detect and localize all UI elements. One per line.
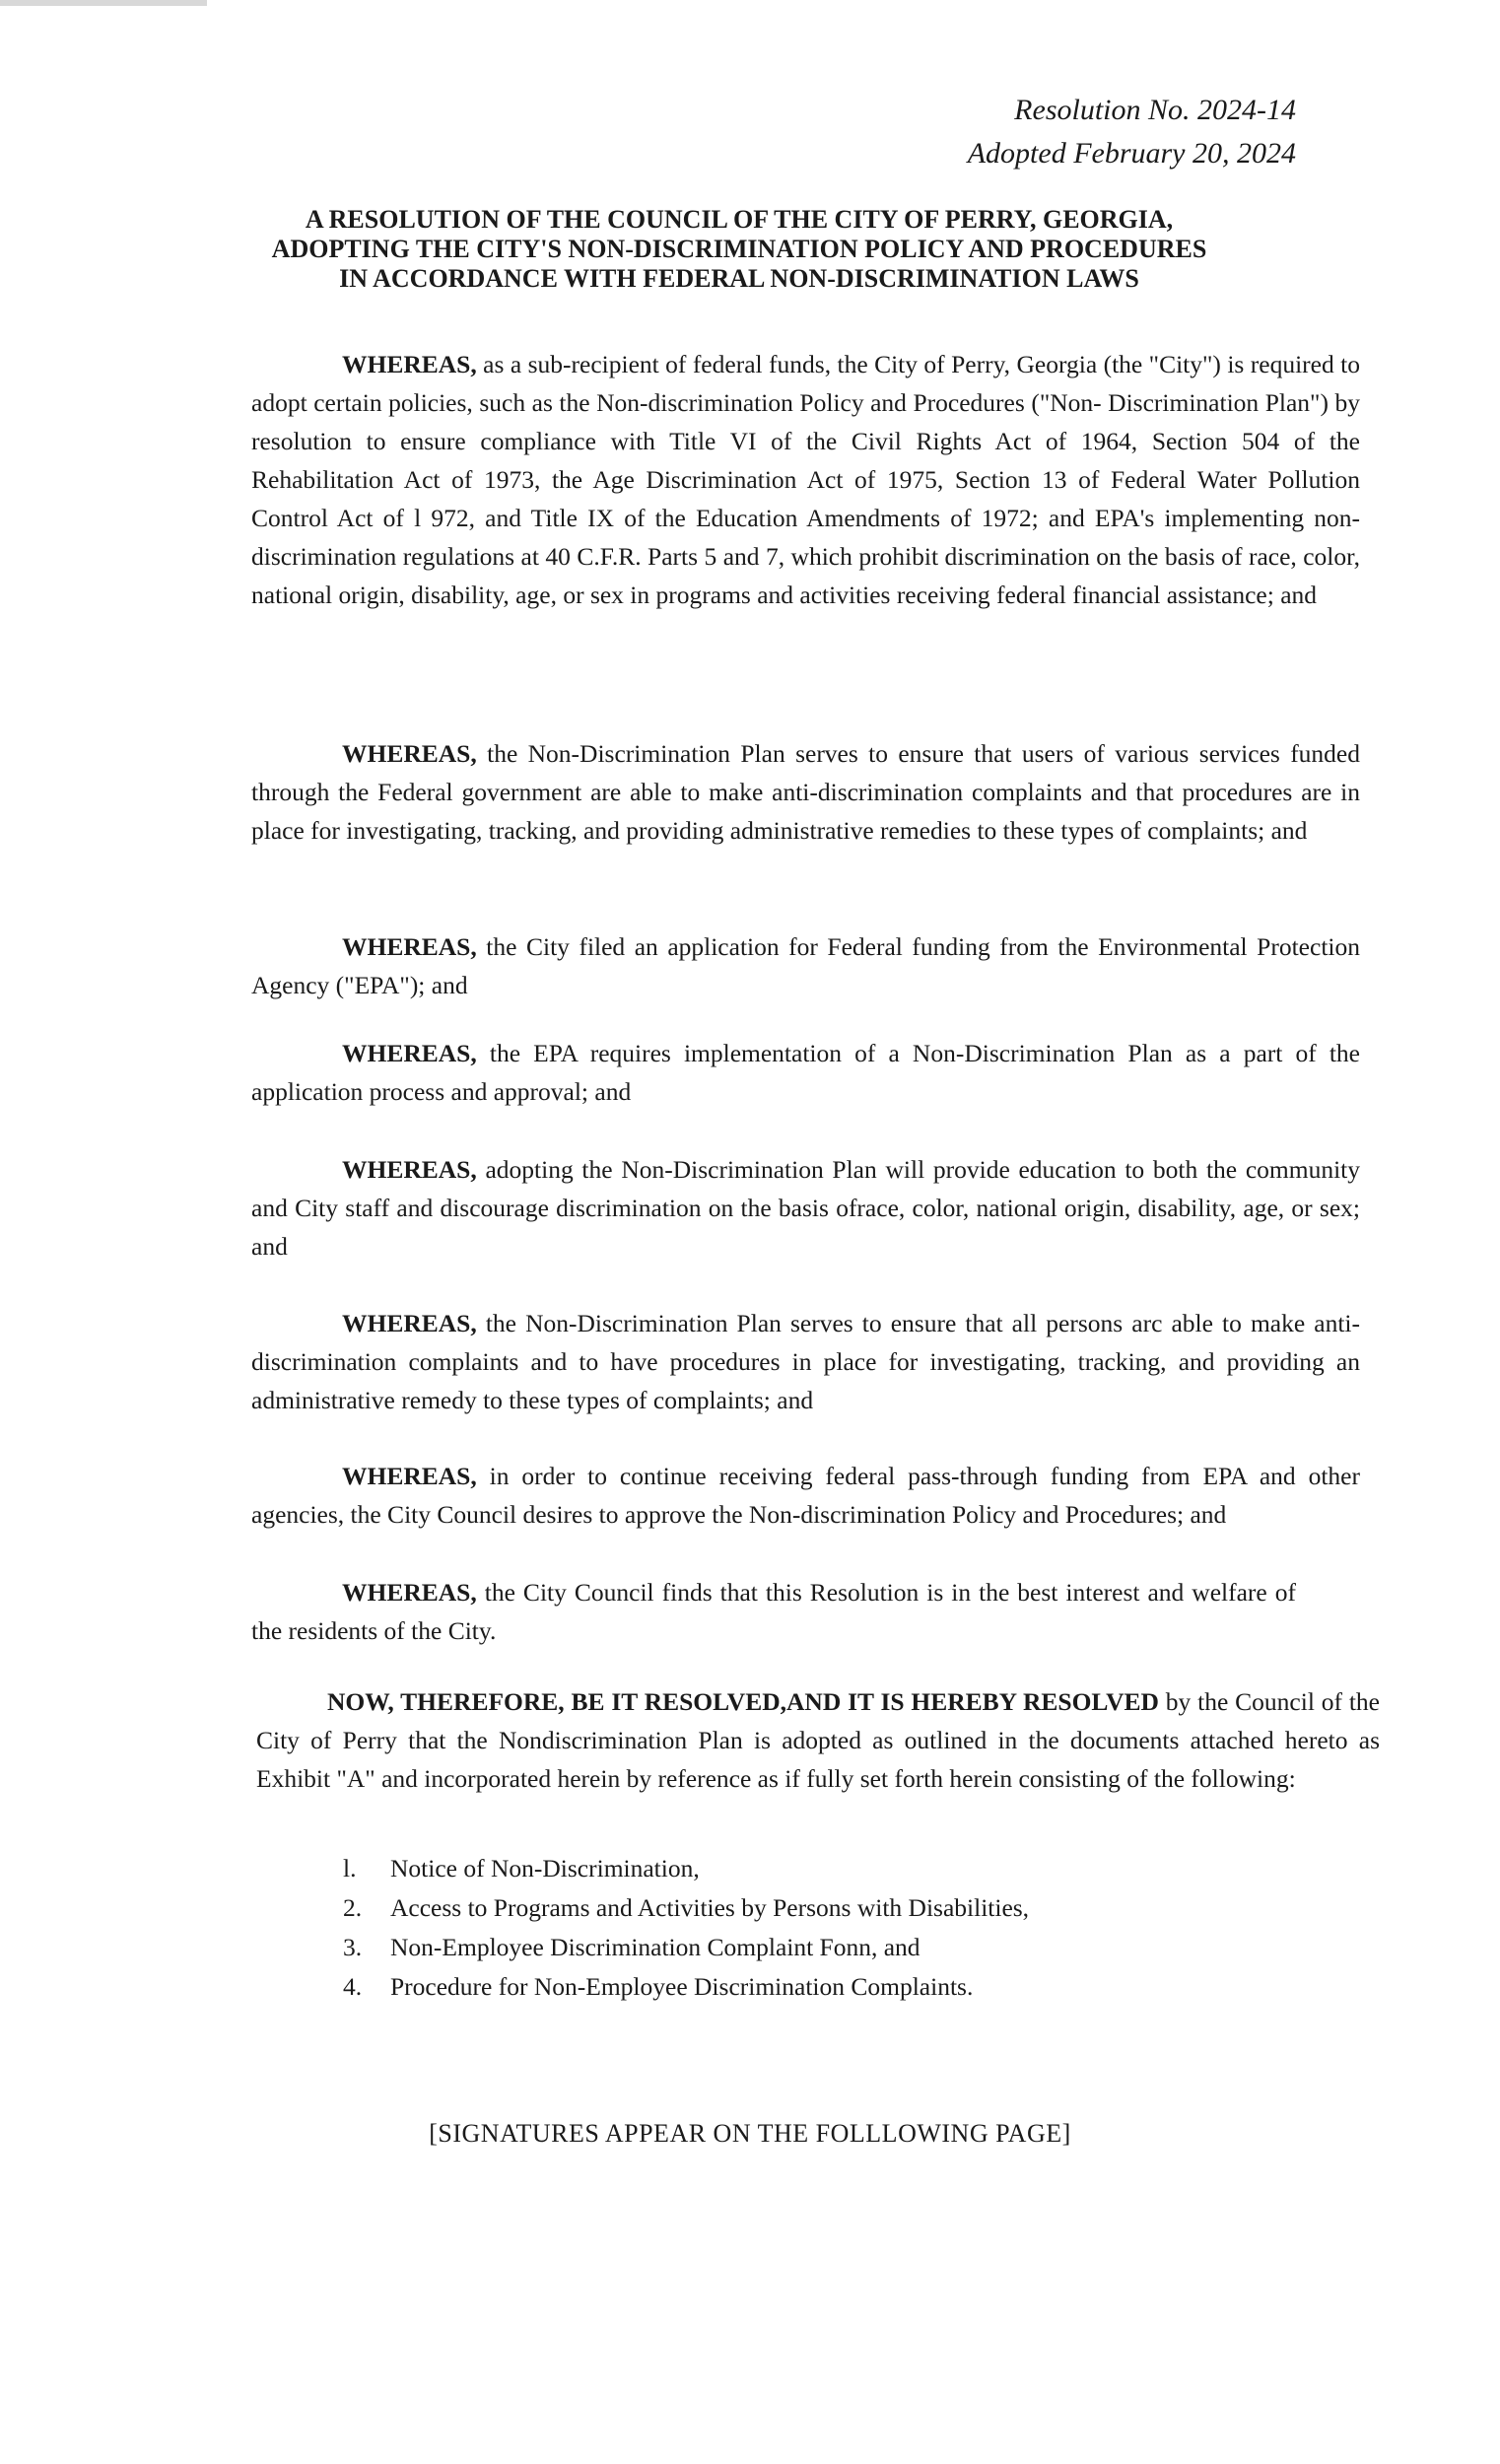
resolution-header xyxy=(968,89,1296,175)
title-line-2: ADOPTING THE CITY'S NON-DISCRIMINATION POLICY AND PROCEDURES xyxy=(271,235,1207,263)
whereas-text: adopting the Non-Discrimination Plan will provide education to both the community and City staff and discourage discrimination on the basis ofrace, color, national origin, disability, age, or sex; and xyxy=(251,1155,1360,1261)
whereas-text: as a sub-recipient of federal funds, the City of Perry, Georgia (the "City") is required to adopt certain policies, such as the Non-discrimination Policy and Procedures ("Non- Discrimination Plan") by resolution to ensure compliance with Title VI of the Civil Rights Act of 1964, Section 504 of the Rehabilitation Act of 1973, the Age Discrimination Act of 1975, Section 13 of Federal Water Pollution Control Act of l 972, and Title IX of the Education Amendments of 1972; and EPA's implementing non-discrimination regulations at 40 C.F.R. Parts 5 and 7, which prohibit discrimination on the basis of race, color, national origin, disability, age, or sex in programs and activities receiving federal financial assistance; and xyxy=(251,350,1360,609)
list-item xyxy=(343,1888,1029,1928)
list-item-number: l. xyxy=(343,1854,357,1882)
whereas-text: the EPA requires implementation of a Non-Discrimination Plan as a part of the application process and approval; and xyxy=(251,1039,1360,1106)
scan-artifact xyxy=(0,0,207,6)
list-item-number: 4. xyxy=(343,1972,363,2001)
whereas-lead: WHEREAS, xyxy=(342,932,477,961)
signatures-note: [SIGNATURES APPEAR ON THE FOLLLOWING PAGE] xyxy=(429,2119,1071,2148)
resolved-paragraph xyxy=(256,1682,1380,1798)
whereas-text: in order to continue receiving federal pass-through funding from EPA and other agencies, the City Council desires to approve the Non-discrimination Policy and Procedures; and xyxy=(251,1462,1360,1529)
list-item-text: Non-Employee Discrimination Complaint Fonn, and xyxy=(390,1933,920,1961)
list-item-text: Notice of Non-Discrimination, xyxy=(390,1854,700,1882)
whereas-paragraph-5 xyxy=(251,1150,1360,1266)
whereas-paragraph-3 xyxy=(251,927,1360,1004)
whereas-lead: WHEREAS, xyxy=(342,1039,477,1067)
resolution-number: Resolution No. 2024-14 xyxy=(1014,94,1296,126)
title-line-1: A RESOLUTION OF THE COUNCIL OF THE CITY OF PERRY, GEORGIA, xyxy=(305,205,1174,234)
whereas-paragraph-1 xyxy=(251,345,1360,614)
whereas-paragraph-4 xyxy=(251,1034,1360,1111)
whereas-lead: WHEREAS, xyxy=(342,1578,477,1607)
whereas-lead: WHEREAS, xyxy=(342,1155,477,1184)
whereas-paragraph-7 xyxy=(251,1457,1360,1534)
whereas-lead: WHEREAS, xyxy=(342,1309,477,1337)
whereas-text: the Non-Discrimination Plan serves to ensure that all persons arc able to make anti-discrimination complaints and to have procedures in place for investigating, tracking, and providing an administrative remedy to these types of complaints; and xyxy=(251,1309,1360,1414)
list-item xyxy=(343,1967,1029,2007)
resolution-title xyxy=(187,205,1291,294)
whereas-text: the City Council finds that this Resolution is in the best interest and welfare of the residents of the City. xyxy=(251,1578,1296,1645)
list-item-number: 3. xyxy=(343,1933,363,1961)
list-item xyxy=(343,1849,1029,1888)
whereas-paragraph-8 xyxy=(251,1573,1296,1650)
whereas-text: the Non-Discrimination Plan serves to ensure that users of various services funded through the Federal government are able to make anti-discrimination complaints and that procedures are in place for investigating, tracking, and providing administrative remedies to these types of complaints; and xyxy=(251,739,1360,845)
list-item-text: Procedure for Non-Employee Discrimination Complaints. xyxy=(390,1972,974,2001)
resolved-text: by the Council of the City of Perry that the Nondiscrimination Plan is adopted as outlined in the documents attached hereto as Exhibit "A" and incorporated herein by reference as if fully set forth herein consisting of the following: xyxy=(256,1687,1381,1793)
whereas-lead: WHEREAS, xyxy=(342,1462,477,1490)
adoption-date: Adopted February 20, 2024 xyxy=(967,137,1296,170)
list-item-number: 2. xyxy=(343,1893,363,1922)
title-line-3: IN ACCORDANCE WITH FEDERAL NON-DISCRIMINATION LAWS xyxy=(339,264,1139,293)
whereas-lead: WHEREAS, xyxy=(342,350,477,378)
resolved-lead: NOW, THEREFORE, BE IT RESOLVED,AND IT IS HEREBY RESOLVED xyxy=(327,1687,1159,1716)
exhibit-items-list xyxy=(343,1849,1029,2007)
whereas-text: the City filed an application for Federal funding from the Environmental Protection Agency ("EPA"); and xyxy=(251,932,1360,999)
list-item xyxy=(343,1928,1029,1967)
whereas-lead: WHEREAS, xyxy=(342,739,477,768)
whereas-paragraph-2 xyxy=(251,734,1360,850)
whereas-paragraph-6 xyxy=(251,1304,1360,1419)
list-item-text: Access to Programs and Activities by Persons with Disabilities, xyxy=(390,1893,1030,1922)
